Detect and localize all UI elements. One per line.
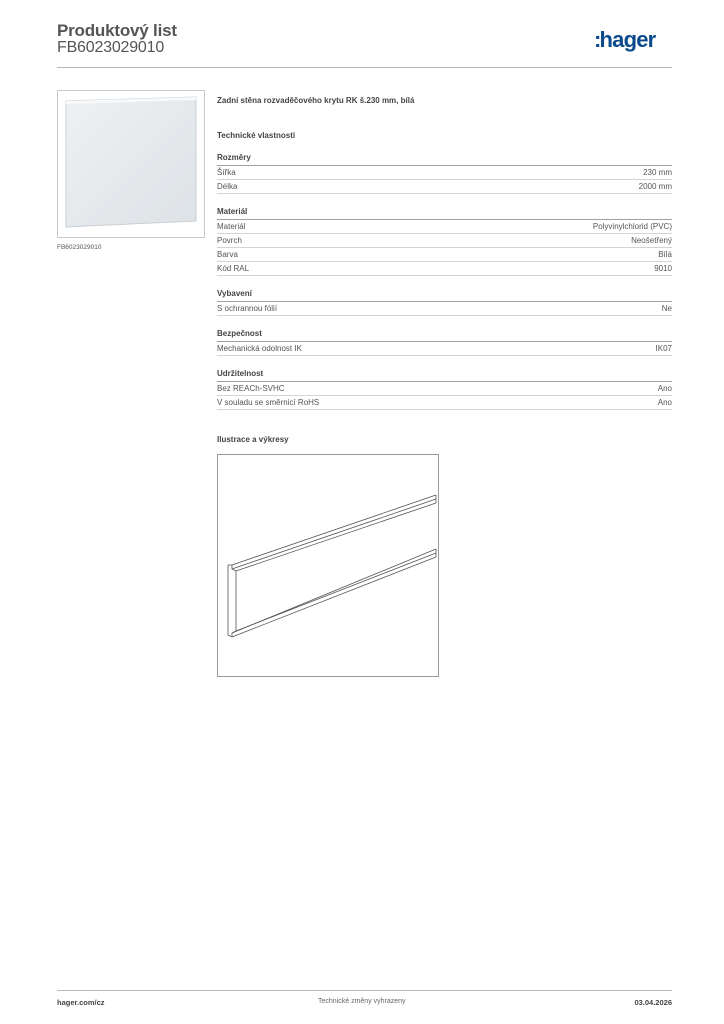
property-label: Šířka [217, 168, 236, 177]
panel-drawing-icon [218, 455, 438, 676]
property-row [217, 248, 672, 262]
header-divider [57, 67, 672, 68]
section-material [217, 207, 672, 276]
property-value: IK07 [655, 344, 672, 353]
logo-text: hager [599, 27, 656, 52]
property-label: V souladu se směrnicí RoHS [217, 398, 320, 407]
product-name: Zadní stěna rozvaděčového krytu RK š.230 mm, bílá [217, 96, 415, 105]
property-value: Bílá [658, 250, 672, 259]
page-title: Produktový list [57, 21, 177, 40]
technical-drawing [217, 454, 439, 677]
property-row [217, 262, 672, 276]
section-sustainability [217, 369, 672, 410]
property-row [217, 180, 672, 194]
property-value: Ne [661, 304, 672, 313]
section-title: Udržitelnost [217, 369, 672, 382]
property-label: Délka [217, 182, 238, 191]
property-label: S ochrannou fólií [217, 304, 278, 313]
property-value: Polyvinylchlorid (PVC) [592, 222, 672, 231]
property-row [217, 166, 672, 180]
section-equipment [217, 289, 672, 316]
product-code: FB6023029010 [57, 39, 165, 56]
footer-divider [57, 990, 672, 991]
footer-note: Technické změny vyhrazeny [318, 998, 406, 1005]
property-value: 230 mm [643, 168, 672, 177]
section-safety [217, 329, 672, 356]
property-row [217, 220, 672, 234]
section-title: Materiál [217, 207, 672, 220]
property-label: Barva [217, 250, 238, 259]
property-row [217, 342, 672, 356]
section-title: Bezpečnost [217, 329, 672, 342]
hager-logo[interactable] [594, 27, 655, 53]
image-caption: FB6023029010 [57, 244, 102, 251]
property-row [217, 382, 672, 396]
property-label: Bez REACh-SVHC [217, 384, 285, 393]
panel-photo-icon [58, 91, 204, 237]
illustrations-title: Ilustrace a výkresy [217, 435, 289, 444]
section-dimensions [217, 153, 672, 194]
property-value: 9010 [654, 264, 672, 273]
property-value: Ano [657, 398, 672, 407]
section-title: Vybavení [217, 289, 672, 302]
property-label: Materiál [217, 222, 246, 231]
product-image [57, 90, 205, 238]
property-row [217, 302, 672, 316]
property-value: Ano [657, 384, 672, 393]
property-value: 2000 mm [638, 182, 672, 191]
property-label: Mechanická odolnost IK [217, 344, 302, 353]
property-row [217, 396, 672, 410]
product-details [217, 96, 672, 410]
section-title: Rozměry [217, 153, 672, 166]
tech-properties-title: Technické vlastnosti [217, 131, 296, 140]
property-label: Povrch [217, 236, 242, 245]
logo-dots-icon: : [594, 27, 601, 52]
footer-website-link[interactable]: hager.com/cz [57, 998, 105, 1007]
property-value: Neošetřený [631, 236, 672, 245]
footer-date: 03.04.2026 [634, 998, 672, 1007]
property-row [217, 234, 672, 248]
property-label: Kód RAL [217, 264, 250, 273]
